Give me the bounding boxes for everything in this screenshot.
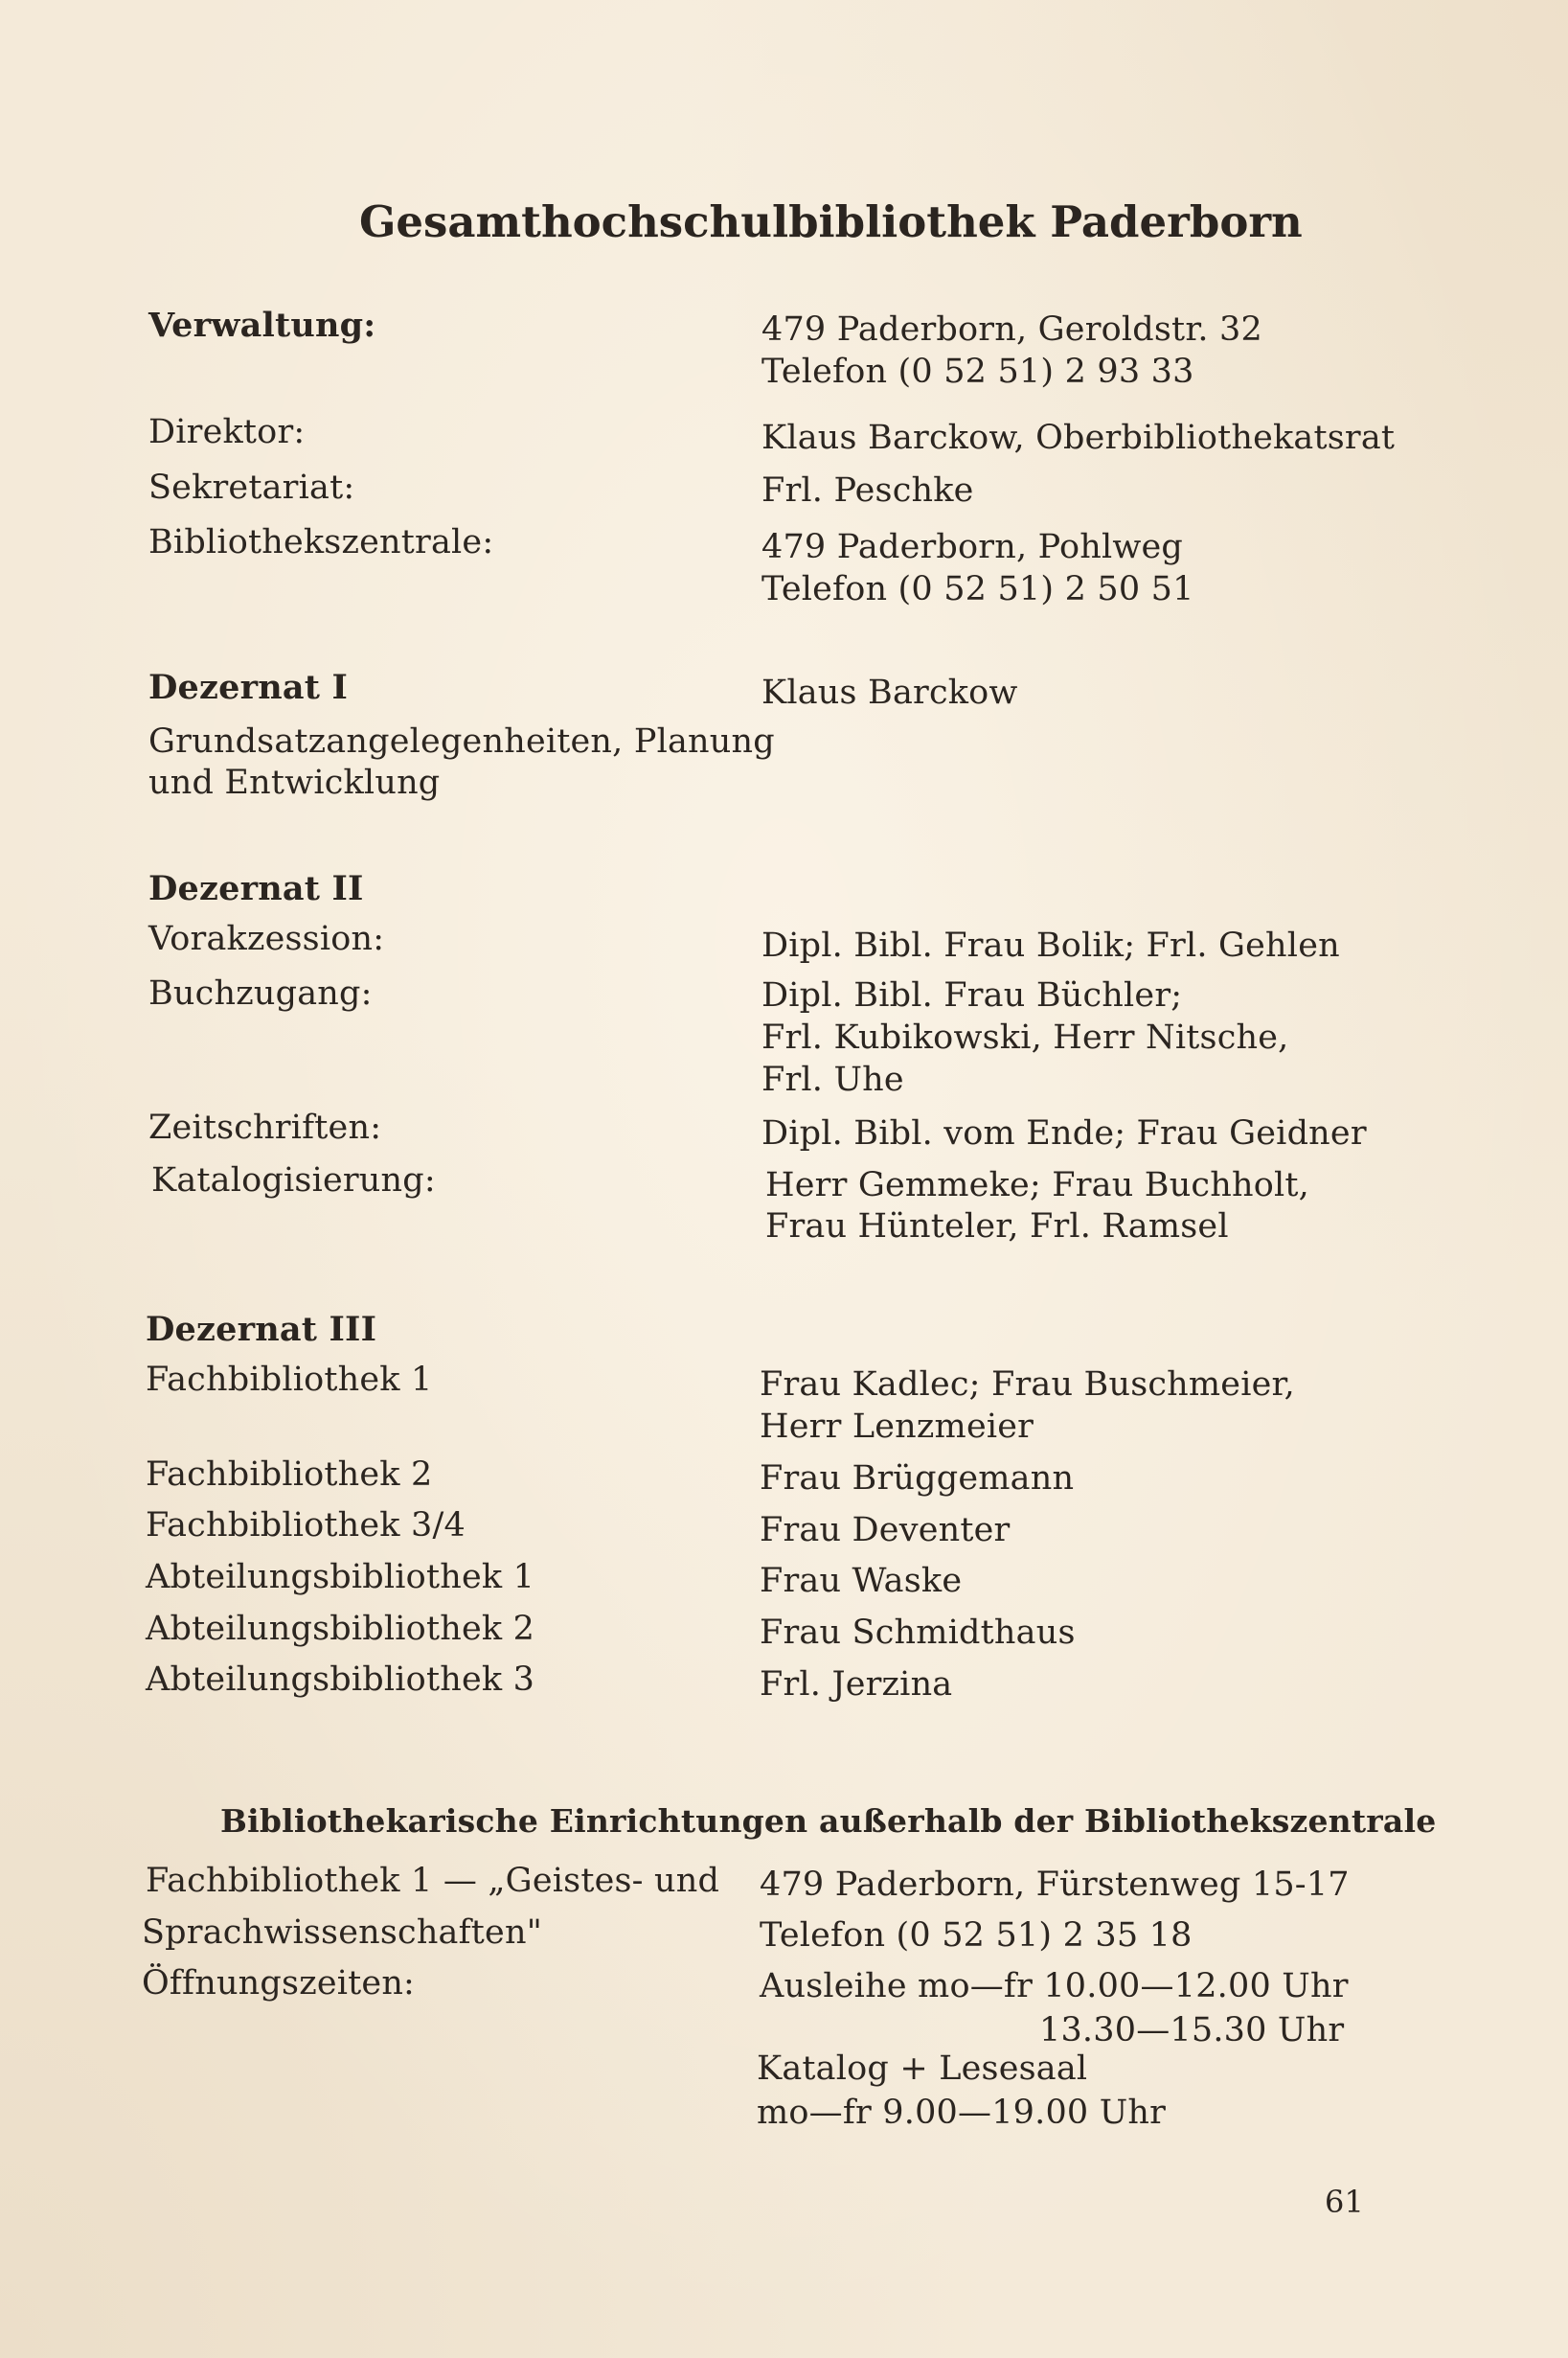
katalogisierung-value-1: Herr Gemmeke; Frau Buchholt, (765, 1166, 1309, 1204)
abteilungsbibliothek-1-value: Frau Waske (760, 1562, 963, 1600)
buchzugang-value-2: Frl. Kubikowski, Herr Nitsche, (761, 1019, 1289, 1057)
sekretariat-value: Frl. Peschke (761, 471, 974, 510)
zeitschriften-value: Dipl. Bibl. vom Ende; Frau Geidner (761, 1114, 1367, 1153)
katalog-lesesaal-line-1: Katalog + Lesesaal (757, 2049, 1088, 2088)
direktor-value: Klaus Barckow, Oberbibliothekatsrat (761, 419, 1396, 457)
fachbibliothek-1-value-2: Herr Lenzmeier (760, 1408, 1034, 1446)
einrichtungen-heading: Bibliothekarische Einrichtungen außerhalb der Bibliothekszentrale (220, 1802, 1437, 1840)
direktor-label: Direktor: (148, 413, 306, 451)
abteilungsbibliothek-2-value: Frau Schmidthaus (760, 1614, 1076, 1652)
dezernat-1-heading: Dezernat I (148, 668, 349, 707)
dezernat-1-desc-line2: und Entwicklung (148, 764, 441, 802)
einrichtung-address: 479 Paderborn, Fürstenweg 15-17 (760, 1866, 1350, 1904)
katalogisierung-label: Katalogisierung: (151, 1161, 436, 1200)
ausleihe-line-2: 13.30—15.30 Uhr (1039, 2011, 1345, 2049)
dezernat-1-desc-line1: Grundsatzangelegenheiten, Planung (148, 722, 775, 761)
einrichtung-fb1-label-2: Sprachwissenschaften" (142, 1913, 542, 1952)
vorakzession-value: Dipl. Bibl. Frau Bolik; Frl. Gehlen (761, 927, 1340, 965)
abteilungsbibliothek-1-label: Abteilungsbibliothek 1 (146, 1558, 535, 1596)
zentrale-phone: Telefon (0 52 51) 2 50 51 (761, 570, 1194, 608)
katalogisierung-value-2: Frau Hünteler, Frl. Ramsel (765, 1207, 1229, 1246)
buchzugang-label: Buchzugang: (148, 974, 373, 1013)
verwaltung-heading: Verwaltung: (148, 306, 376, 345)
page-number: 61 (1325, 2184, 1365, 2220)
dezernat-1-head: Klaus Barckow (761, 674, 1018, 712)
dezernat-2-heading: Dezernat II (148, 869, 364, 908)
katalog-lesesaal-line-2: mo—fr 9.00—19.00 Uhr (757, 2094, 1167, 2132)
vorakzession-label: Vorakzession: (148, 920, 385, 958)
zentrale-address: 479 Paderborn, Pohlweg (761, 528, 1184, 566)
einrichtung-fb1-label-1: Fachbibliothek 1 — „Geistes- und (146, 1862, 720, 1900)
dezernat-3-heading: Dezernat III (146, 1310, 377, 1349)
fachbibliothek-1-label: Fachbibliothek 1 (146, 1361, 433, 1399)
ausleihe-line-1: Ausleihe mo—fr 10.00—12.00 Uhr (760, 1967, 1349, 2005)
page-title: Gesamthochschulbibliothek Paderborn (359, 196, 1303, 247)
zentrale-label: Bibliothekszentrale: (148, 523, 494, 561)
buchzugang-value-1: Dipl. Bibl. Frau Büchler; (761, 976, 1183, 1015)
oeffnungszeiten-label: Öffnungszeiten: (142, 1964, 416, 2003)
verwaltung-phone: Telefon (0 52 51) 2 93 33 (761, 353, 1194, 391)
abteilungsbibliothek-3-label: Abteilungsbibliothek 3 (146, 1660, 535, 1699)
abteilungsbibliothek-3-value: Frl. Jerzina (760, 1665, 953, 1704)
zeitschriften-label: Zeitschriften: (148, 1109, 382, 1147)
fachbibliothek-2-value: Frau Brüggemann (760, 1459, 1075, 1498)
fachbibliothek-34-value: Frau Deventer (760, 1511, 1011, 1549)
verwaltung-address: 479 Paderborn, Geroldstr. 32 (761, 310, 1262, 349)
sekretariat-label: Sekretariat: (148, 469, 355, 507)
buchzugang-value-3: Frl. Uhe (761, 1061, 904, 1099)
fachbibliothek-2-label: Fachbibliothek 2 (146, 1455, 433, 1494)
fachbibliothek-34-label: Fachbibliothek 3/4 (146, 1506, 466, 1545)
einrichtung-phone: Telefon (0 52 51) 2 35 18 (760, 1916, 1193, 1955)
abteilungsbibliothek-2-label: Abteilungsbibliothek 2 (146, 1610, 535, 1648)
fachbibliothek-1-value-1: Frau Kadlec; Frau Buschmeier, (760, 1365, 1295, 1404)
